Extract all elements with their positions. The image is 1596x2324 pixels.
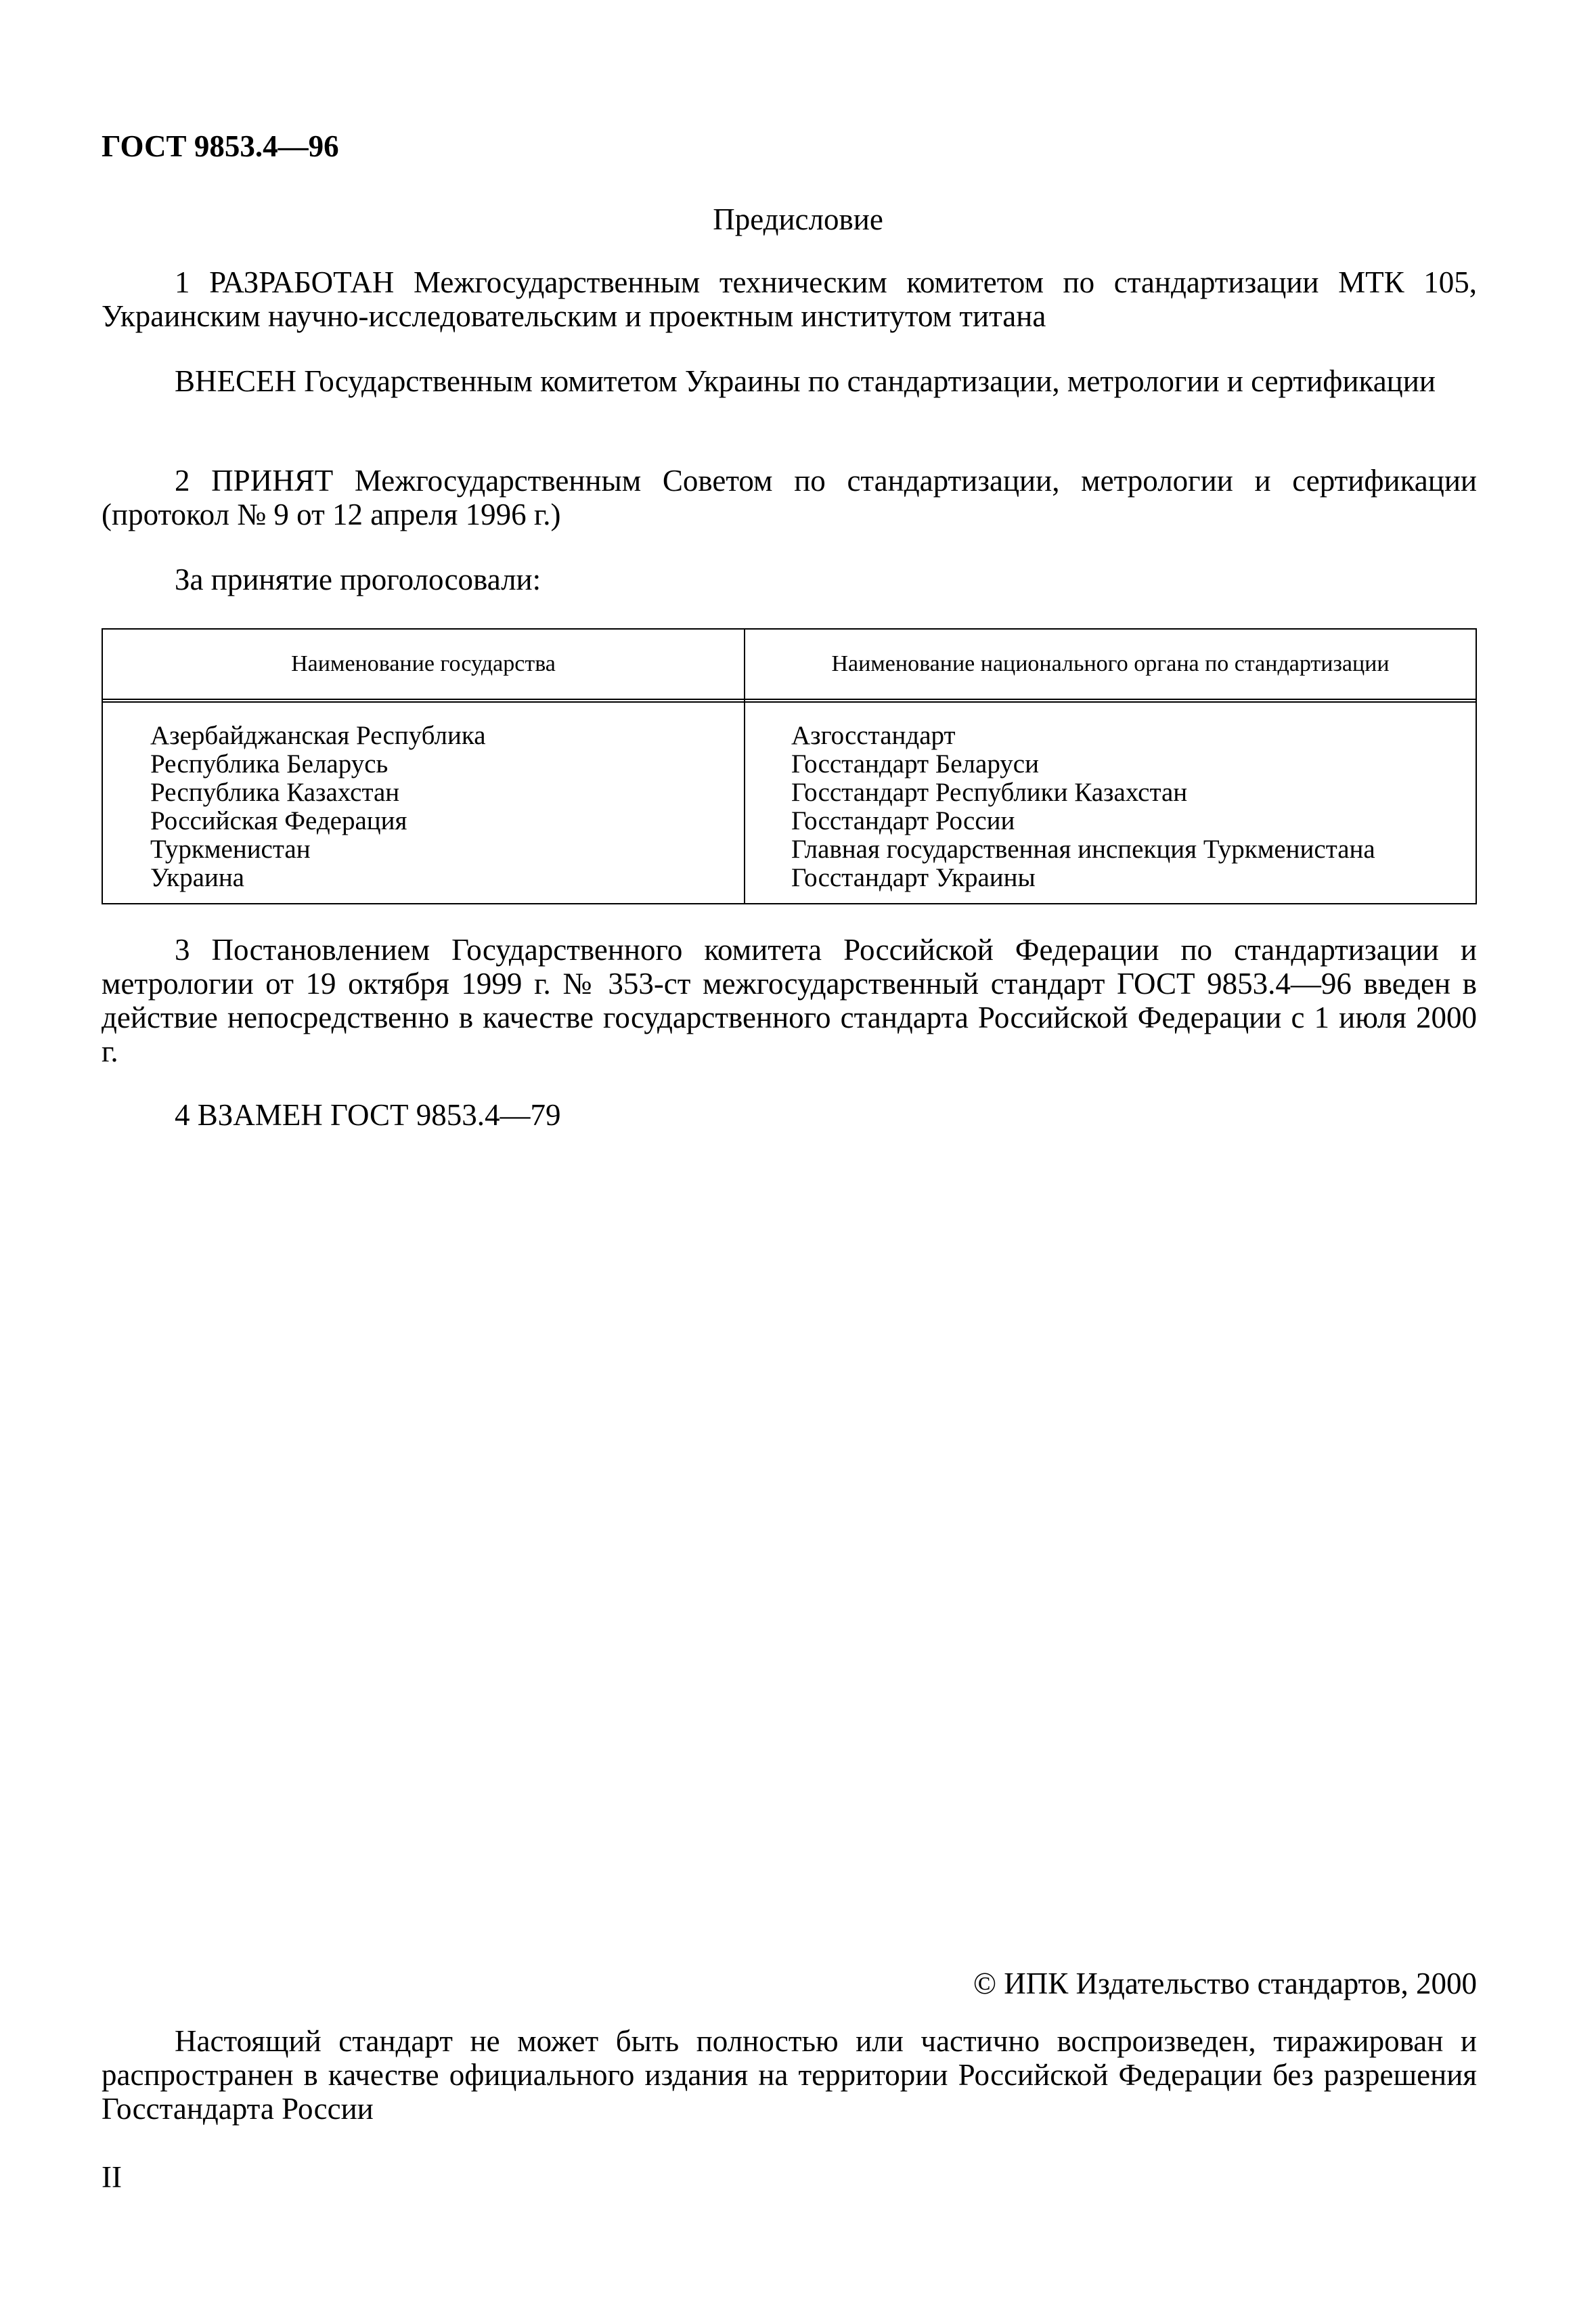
paragraph-resolution: 3 Постановлением Государственного комитета Российской Федерации по стандартизации и метрологии от 19 октября 1999 г. № 353-ст межгосударственный стандарт ГОСТ 9853.4—96 введен в действие непосредственно в качестве государственного стандарта Российской Федерации с 1 июля 2000 г. xyxy=(102,933,1477,1068)
table-cell-state: Республика Казахстан xyxy=(150,778,400,807)
table-cell-state: Республика Беларусь xyxy=(150,749,389,779)
body-list xyxy=(791,722,1375,892)
paragraph-developed-by: 1 РАЗРАБОТАН Межгосударственным техническим комитетом по стандартизации МТК 105, Украинским научно-исследовательским и проектным институтом титана xyxy=(102,265,1477,333)
table-cell-body: Госстандарт России xyxy=(791,806,1015,835)
paragraph-adopted-by: 2 ПРИНЯТ Межгосударственным Советом по стандартизации, метрологии и сертификации (протокол № 9 от 12 апреля 1996 г.) xyxy=(102,464,1477,531)
table-header-divider xyxy=(103,699,1476,703)
table-cell-body: Азгосстандарт xyxy=(791,721,956,750)
voting-table xyxy=(102,628,1477,904)
voting-label: За принятие проголосовали: xyxy=(175,563,541,596)
table-cell-state: Украина xyxy=(150,863,244,892)
table-cell-state: Азербайджанская Республика xyxy=(150,721,486,750)
table-cell-body: Главная государственная инспекция Туркменистана xyxy=(791,835,1375,864)
standard-code-header: ГОСТ 9853.4—96 xyxy=(102,129,339,163)
table-cell-state: Туркменистан xyxy=(150,835,311,864)
paragraph-introduced-by: ВНЕСЕН Государственным комитетом Украины по стандартизации, метрологии и сертификации xyxy=(175,364,1436,398)
table-cell-body: Госстандарт Беларуси xyxy=(791,749,1039,779)
table-header-state: Наименование государства xyxy=(291,651,556,676)
page-number: II xyxy=(102,2160,122,2194)
table-cell-body: Госстандарт Украины xyxy=(791,863,1036,892)
table-cell-body: Госстандарт Республики Казахстан xyxy=(791,778,1188,807)
table-header-body: Наименование национального органа по стандартизации xyxy=(831,651,1390,676)
page-title: Предисловие xyxy=(713,202,883,236)
state-list xyxy=(150,722,486,892)
reproduction-notice: Настоящий стандарт не может быть полностью или частично воспроизведен, тиражирован и распространен в качестве официального издания на территории Российской Федерации без разрешения Госстандарта России xyxy=(102,2024,1477,2126)
table-cell-state: Российская Федерация xyxy=(150,806,407,835)
paragraph-replaces: 4 ВЗАМЕН ГОСТ 9853.4—79 xyxy=(175,1098,561,1132)
copyright-notice: © ИПК Издательство стандартов, 2000 xyxy=(973,1967,1477,2000)
